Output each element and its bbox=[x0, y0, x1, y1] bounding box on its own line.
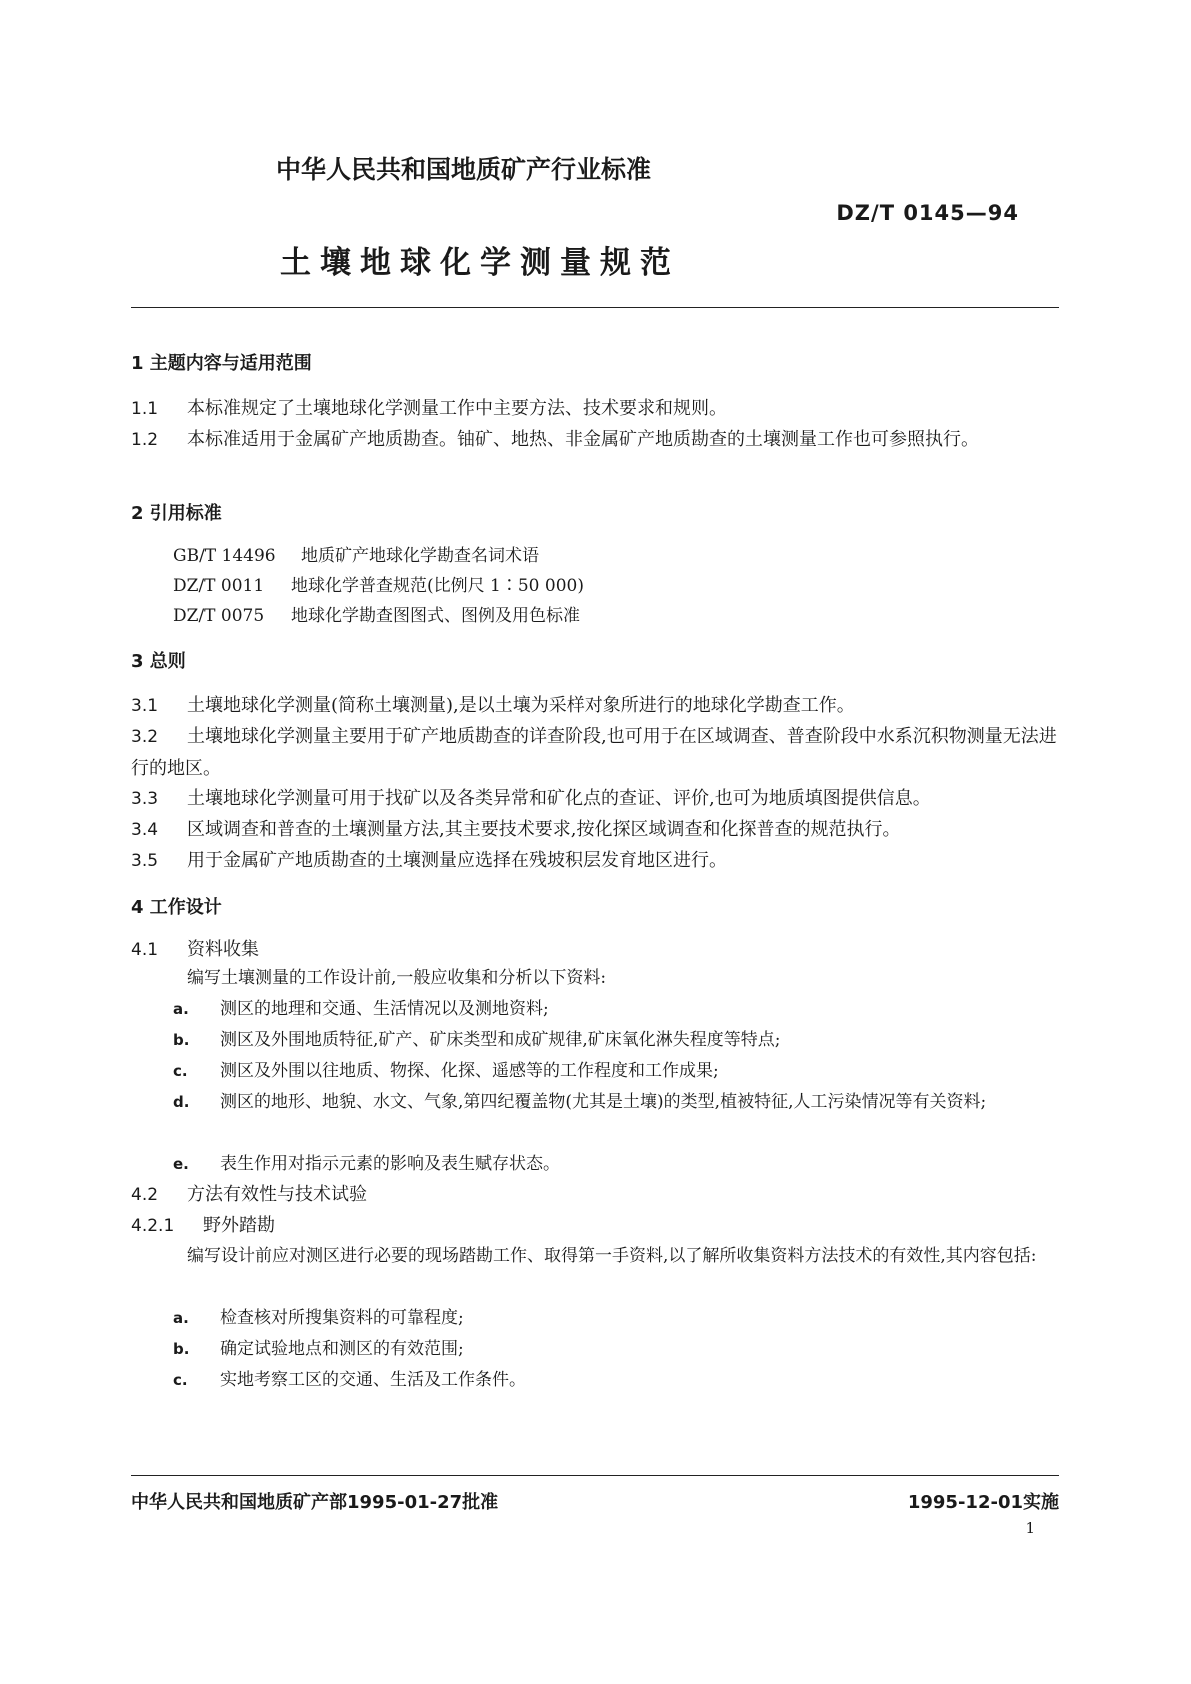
clause-number: 3.4 bbox=[131, 820, 159, 840]
clause-4-1-intro: 编写土壤测量的工作设计前,一般应收集和分析以下资料: bbox=[187, 968, 607, 988]
section-3-heading: 3 总则 bbox=[131, 651, 186, 672]
clause-title: 资料收集 bbox=[187, 939, 259, 960]
effective-date: 1995-12-01实施 bbox=[907, 1492, 1059, 1513]
reference-name: 地质矿产地球化学勘查名词术语 bbox=[301, 546, 539, 566]
list-text: 测区及外围地质特征,矿产、矿床类型和成矿规律,矿床氧化淋失程度等特点; bbox=[220, 1030, 781, 1050]
reference-name: 地球化学普查规范(比例尺 1∶50 000) bbox=[291, 576, 584, 596]
list-text: 测区的地理和交通、生活情况以及测地资料; bbox=[220, 999, 549, 1019]
clause-title: 野外踏勘 bbox=[203, 1215, 275, 1236]
clause-number: 3.3 bbox=[131, 789, 159, 809]
clause-text: 土壤地球化学测量(简称土壤测量),是以土壤为采样对象所进行的地球化学勘查工作。 bbox=[187, 695, 855, 716]
clause-text: 本标准适用于金属矿产地质勘查。铀矿、地热、非金属矿产地质勘查的土壤测量工作也可参照执行。 bbox=[187, 429, 979, 450]
clause-3-5 bbox=[131, 845, 1059, 877]
clause-text: 区域调查和普查的土壤测量方法,其主要技术要求,按化探区域调查和化探普查的规范执行。 bbox=[187, 819, 901, 840]
reference-item bbox=[173, 541, 539, 566]
clause-number: 1.1 bbox=[131, 399, 159, 419]
reference-item bbox=[173, 571, 584, 596]
list-item bbox=[131, 1087, 1059, 1118]
reference-code: DZ/T 0075 bbox=[173, 606, 265, 626]
clause-title: 方法有效性与技术试验 bbox=[187, 1184, 367, 1205]
clause-text: 土壤地球化学测量可用于找矿以及各类异常和矿化点的查证、评价,也可为地质填图提供信息。 bbox=[187, 788, 931, 809]
list-item bbox=[131, 1149, 1059, 1180]
section-1-heading: 1 主题内容与适用范围 bbox=[131, 353, 312, 374]
approval-line: 中华人民共和国地质矿产部1995-01-27批准 bbox=[131, 1492, 499, 1513]
clause-4-2-1 bbox=[131, 1210, 1059, 1242]
clause-4-2-1-intro: 编写设计前应对测区进行必要的现场踏勘工作、取得第一手资料,以了解所收集资料方法技术的有效性,其内容包括: bbox=[187, 1246, 1037, 1266]
list-label: d. bbox=[173, 1093, 190, 1111]
clause-number: 3.5 bbox=[131, 851, 159, 871]
clause-number: 4.2.1 bbox=[131, 1216, 175, 1236]
list-text: 表生作用对指示元素的影响及表生赋存状态。 bbox=[220, 1154, 560, 1174]
list-text: 测区及外围以往地质、物探、化探、遥感等的工作程度和工作成果; bbox=[220, 1061, 719, 1081]
list-label: c. bbox=[173, 1371, 188, 1389]
list-item bbox=[131, 1365, 1059, 1396]
clause-3-1 bbox=[131, 690, 1059, 722]
clause-number: 3.2 bbox=[131, 727, 159, 747]
standard-organization: 中华人民共和国地质矿产行业标准 bbox=[276, 155, 652, 184]
clause-1-1 bbox=[131, 393, 1059, 425]
list-item bbox=[131, 1303, 1059, 1334]
list-label: c. bbox=[173, 1062, 188, 1080]
list-item bbox=[131, 1056, 1059, 1087]
clause-3-2 bbox=[131, 721, 1059, 784]
footer-rule bbox=[131, 1475, 1059, 1476]
reference-name: 地球化学勘查图图式、图例及用色标准 bbox=[291, 606, 580, 626]
section-4-heading: 4 工作设计 bbox=[131, 897, 222, 918]
clause-number: 4.1 bbox=[131, 940, 159, 960]
list-label: e. bbox=[173, 1155, 189, 1173]
clause-3-3 bbox=[131, 783, 1059, 815]
clause-4-1 bbox=[131, 934, 1059, 966]
list-text: 检查核对所搜集资料的可靠程度; bbox=[220, 1308, 464, 1328]
document-title: 土壤地球化学测量规范 bbox=[280, 245, 680, 281]
clause-number: 3.1 bbox=[131, 696, 159, 716]
clause-4-2 bbox=[131, 1179, 1059, 1211]
clause-3-4 bbox=[131, 814, 1059, 846]
reference-code: GB/T 14496 bbox=[173, 546, 276, 566]
clause-1-2 bbox=[131, 424, 1059, 456]
reference-code: DZ/T 0011 bbox=[173, 576, 265, 596]
header-rule bbox=[131, 307, 1059, 308]
list-item bbox=[131, 994, 1059, 1025]
clause-text: 土壤地球化学测量主要用于矿产地质勘查的详查阶段,也可用于在区域调查、普查阶段中水系沉积物测量无法进行的地区。 bbox=[131, 726, 1057, 779]
reference-item bbox=[173, 601, 580, 626]
list-label: b. bbox=[173, 1031, 190, 1049]
clause-number: 4.2 bbox=[131, 1185, 159, 1205]
list-item bbox=[131, 1334, 1059, 1365]
list-label: b. bbox=[173, 1340, 190, 1358]
list-item bbox=[131, 1025, 1059, 1056]
list-label: a. bbox=[173, 1309, 189, 1327]
clause-number: 1.2 bbox=[131, 430, 159, 450]
page-number: 1 bbox=[1025, 1519, 1035, 1537]
list-text: 测区的地形、地貌、水文、气象,第四纪覆盖物(尤其是土壤)的类型,植被特征,人工污染情况等有关资料; bbox=[220, 1092, 987, 1112]
section-2-heading: 2 引用标准 bbox=[131, 503, 222, 524]
list-label: a. bbox=[173, 1000, 189, 1018]
standard-code: DZ/T 0145—94 bbox=[836, 201, 1019, 225]
clause-text: 用于金属矿产地质勘查的土壤测量应选择在残坡积层发育地区进行。 bbox=[187, 850, 727, 871]
list-text: 确定试验地点和测区的有效范围; bbox=[220, 1339, 464, 1359]
list-text: 实地考察工区的交通、生活及工作条件。 bbox=[220, 1370, 526, 1390]
clause-text: 本标准规定了土壤地球化学测量工作中主要方法、技术要求和规则。 bbox=[187, 398, 727, 419]
